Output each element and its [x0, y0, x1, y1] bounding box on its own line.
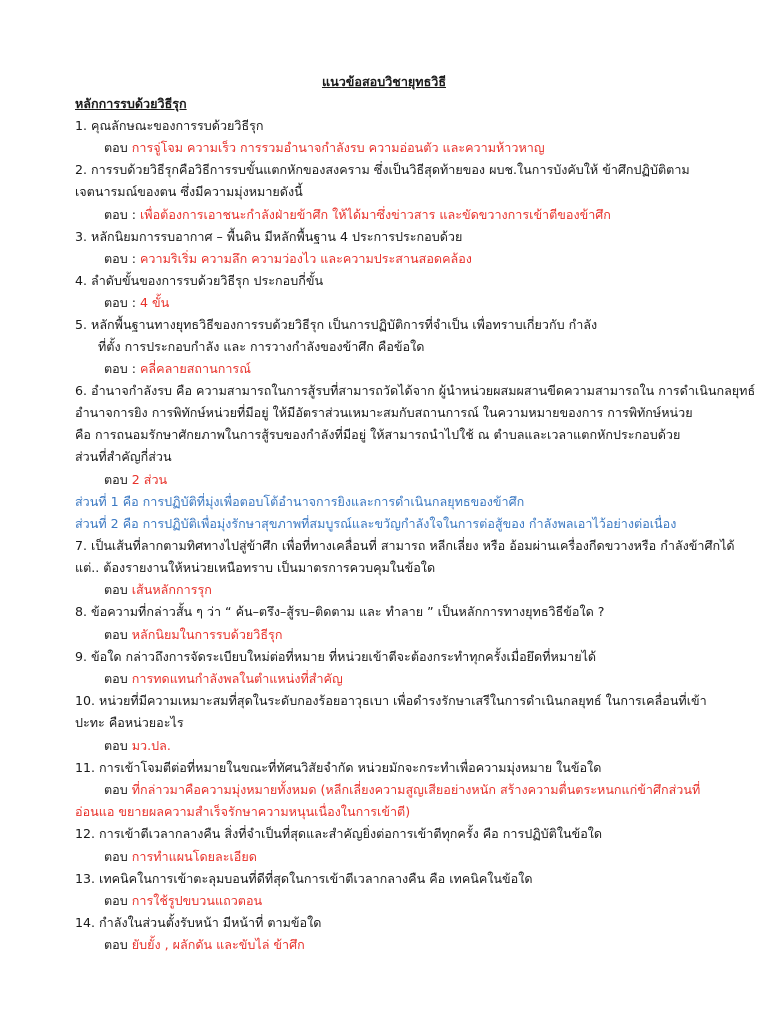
answer-label: ตอบ :: [104, 295, 140, 310]
answer-line: [104, 891, 262, 913]
answer-label: ตอบ: [104, 582, 132, 597]
question-line: 6. อำนาจกำลังรบ คือ ความสามารถในการสู้รบที่สามารถวัดได้จาก ผู้นำหน่วยผสมผสานขีดความสามารถใน การดำเนินกลยุทธ์: [75, 383, 756, 398]
answer-label: ตอบ: [104, 937, 132, 952]
question-line: แต่.. ต้องรายงานให้หน่วยเหนือทราบ เป็นมาตรการควบคุมในข้อใด: [75, 560, 436, 575]
answer-text: 2 ส่วน: [131, 472, 168, 487]
answer-label: ตอบ: [104, 627, 132, 642]
answer-label: ตอบ: [104, 671, 132, 686]
answer-line: [104, 935, 305, 957]
answer-line: [104, 669, 343, 691]
question-line: ส่วนที่สำคัญกี่ส่วน: [75, 449, 172, 464]
page-title: แนวข้อสอบวิชายุทธวิธี: [321, 74, 447, 89]
section-heading: หลักการรบด้วยวิธีรุก: [75, 96, 187, 111]
answer-text: หลักนิยมในการรบด้วยวิธีรุก: [131, 627, 283, 642]
note-line: ส่วนที่ 2 คือ การปฏิบัติเพื่อมุ่งรักษาสุขภาพที่สมบูรณ์และขวัญกำลังใจในการต่อสู้ของ กำลังพลเอาไว้อย่างต่อเนื่อง: [75, 516, 677, 531]
answer-text: มว.ปล.: [131, 738, 171, 753]
question-line: คือ การถนอมรักษาศักยภาพในการสู้รบของกำลังที่มีอยู่ ให้สามารถนำไปใช้ ณ ตำบลและเวลาแตกหักประกอบด้วย: [75, 427, 681, 442]
question-line: ที่ตั้ง การประกอบกำลัง และ การวางกำลังของข้าศึก คือข้อใด: [98, 339, 425, 354]
answer-label: ตอบ: [104, 738, 132, 753]
question-line: 3. หลักนิยมการรบอากาศ – พื้นดิน มีหลักพื้นฐาน 4 ประการประกอบด้วย: [75, 229, 463, 244]
answer-label: ตอบ :: [104, 207, 140, 222]
answer-text: ยับยั้ง , ผลักดัน และขับไล่ ข้าศึก: [131, 937, 305, 952]
question-line: 12. การเข้าตีเวลากลางคืน สิ่งที่จำเป็นที่สุดและสำคัญยิ่งต่อการเข้าตีทุกครั้ง คือ การปฏิบัติในข้อใด: [75, 826, 603, 841]
question-line: เจตนารมณ์ของตน ซึ่งมีความมุ่งหมายดังนี้: [75, 184, 303, 199]
answer-line: [104, 138, 545, 160]
answer-label: ตอบ: [104, 849, 132, 864]
note-line: ส่วนที่ 1 คือ การปฏิบัติที่มุ่งเพื่อตอบโต้อำนาจการยิงและการดำเนินกลยุทธของข้าศึก: [75, 494, 525, 509]
answer-label: ตอบ: [104, 472, 132, 487]
question-line: 1. คุณลักษณะของการรบด้วยวิธีรุก: [75, 118, 264, 133]
answer-line: [104, 470, 167, 492]
question-line: 11. การเข้าโจมตีต่อที่หมายในขณะที่ทัศนวิสัยจำกัด หน่วยมักจะกระทำเพื่อความมุ่งหมาย ในข้อใด: [75, 760, 602, 775]
answer-label: ตอบ :: [104, 251, 140, 266]
answer-label: ตอบ: [104, 893, 132, 908]
answer-label: ตอบ :: [104, 361, 140, 376]
answer-text: เส้นหลักการรุก: [131, 582, 212, 597]
answer-line: [104, 580, 212, 602]
question-line: ปะทะ คือหน่วยอะไร: [75, 715, 184, 730]
answer-continuation-line: อ่อนแอ ขยายผลความสำเร็จรักษาความหนุนเนื่องในการเข้าตี): [75, 804, 411, 819]
answer-line: [104, 780, 700, 802]
answer-text: การทำแผนโดยละเอียด: [131, 849, 257, 864]
answer-line: [104, 847, 257, 869]
question-line: 14. กำลังในส่วนตั้งรับหน้า มีหน้าที่ ตามข้อใด: [75, 915, 322, 930]
question-line: 4. ลำดับขั้นของการรบด้วยวิธีรุก ประกอบกี่ขั้น: [75, 273, 324, 288]
question-line: 13. เทคนิคในการเข้าตะลุมบอนที่ดีที่สุดในการเข้าตีเวลากลางคืน คือ เทคนิคในข้อใด: [75, 871, 533, 886]
question-line: 2. การรบด้วยวิธีรุกคือวิธีการรบขั้นแตกหักของสงคราม ซึ่งเป็นวิธีสุดท้ายของ ผบช.ในการบังคับให้ ข้าศึกปฏิบัติตาม: [75, 162, 690, 177]
answer-text: การใช้รูปขบวนแถวตอน: [131, 893, 263, 908]
answer-label: ตอบ: [104, 140, 132, 155]
question-line: 8. ข้อความที่กล่าวสั้น ๆ ว่า “ ค้น–ตรึง–สู้รบ–ติดตาม และ ทำลาย ” เป็นหลักการทางยุทธวิธีข้อใด ?: [75, 604, 605, 619]
answer-text: การทดแทนกำลังพลในตำแหน่งที่สำคัญ: [131, 671, 343, 686]
answer-text: ที่กล่าวมาคือความมุ่งหมายทั้งหมด (หลีกเลี่ยงความสูญเสียอย่างหนัก สร้างความตื่นตระหนกแก่ข้าศึกส่วนที่: [131, 782, 701, 797]
answer-line: [104, 205, 611, 227]
answer-line: [104, 293, 169, 315]
answer-line: [104, 736, 171, 758]
answer-label: ตอบ: [104, 782, 132, 797]
answer-text: การจู่โจม ความเร็ว การรวมอำนาจกำลังรบ ความอ่อนตัว และความห้าวหาญ: [131, 140, 545, 155]
question-line: 10. หน่วยที่มีความเหมาะสมที่สุดในระดับกองร้อยอาวุธเบา เพื่อดำรงรักษาเสรีในการดำเนินกลยุทธ์ ในการเคลื่อนที่เข้า: [75, 693, 707, 708]
answer-line: [104, 249, 472, 271]
answer-text: 4 ขั้น: [140, 295, 170, 310]
answer-text: ความริเริ่ม ความลึก ความว่องไว และความประสานสอดคล้อง: [140, 251, 472, 266]
question-line: อำนาจการยิง การพิทักษ์หน่วยที่มีอยู่ ให้มีอัตราส่วนเหมาะสมกับสถานการณ์ ในความหมายของการ การพิทักษ์หน่วย: [75, 405, 693, 420]
question-line: 7. เป็นเส้นที่ลากตามทิศทางไปสู่ข้าศึก เพื่อที่ทางเคลื่อนที่ สามารถ หลีกเลี่ยง หรือ อ้อมผ่านเครื่องกีดขวางหรือ กำลังข้าศึกได้: [75, 538, 735, 553]
question-line: 9. ข้อใด กล่าวถึงการจัดระเบียบใหม่ต่อที่หมาย ที่หน่วยเข้าตีจะต้องกระทำทุกครั้งเมื่อยึดที่หมายได้: [75, 649, 597, 664]
answer-line: [104, 625, 282, 647]
answer-text: คลี่คลายสถานการณ์: [140, 361, 251, 376]
answer-line: [104, 359, 251, 381]
question-line: 5. หลักพื้นฐานทางยุทธวิธีของการรบด้วยวิธีรุก เป็นการปฏิบัติการที่จำเป็น เพื่อทราบเกี่ยวกับ กำลัง: [75, 317, 598, 332]
answer-text: เพื่อต้องการเอาชนะกำลังฝ่ายข้าศึก ให้ได้มาซึ่งข่าวสาร และขัดขวางการเข้าตีของข้าศึก: [140, 207, 611, 222]
